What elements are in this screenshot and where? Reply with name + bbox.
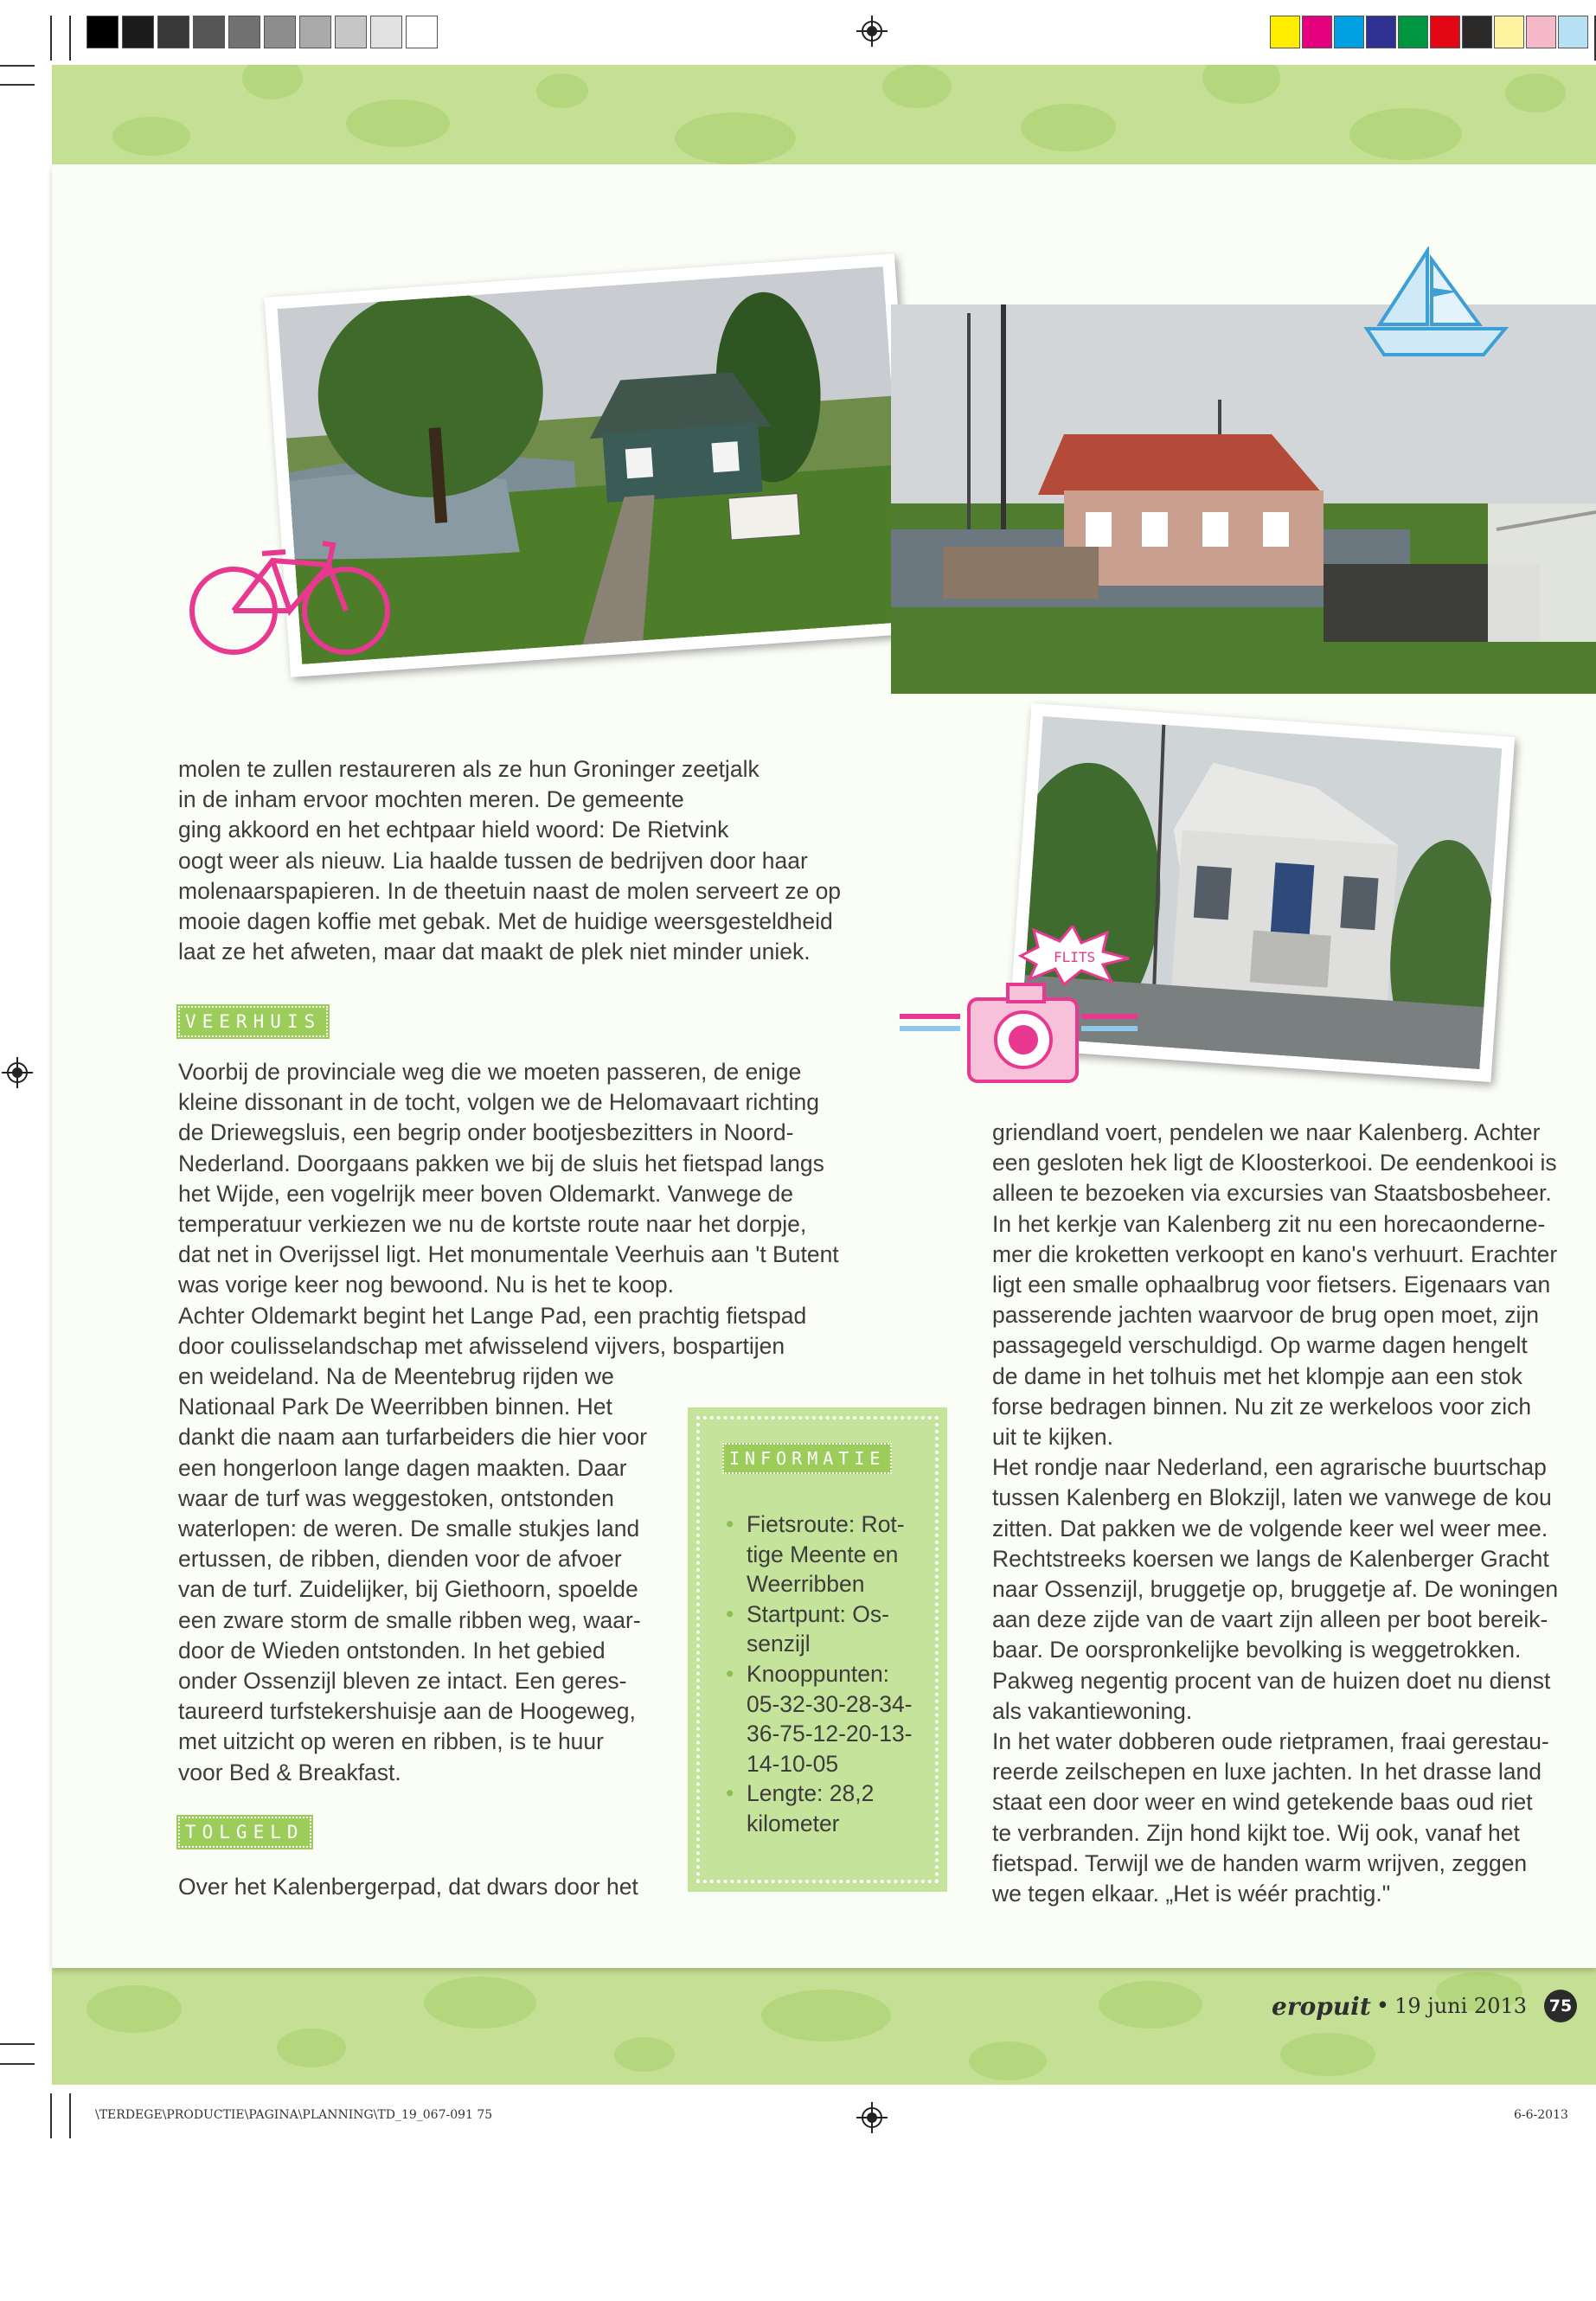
registration-mark-icon	[856, 2102, 888, 2133]
info-box-title: INFORMATIE	[722, 1443, 892, 1474]
magazine-footer	[1272, 1990, 1577, 2022]
separator: •	[1375, 1993, 1390, 2019]
text-line: een hongerloon lange dagen maakten. Daar	[178, 1454, 627, 1481]
text-line: met uitzicht op weren en ribben, is te huur	[178, 1728, 604, 1755]
band-blob	[112, 117, 190, 156]
text-line: Het rondje naar Nederland, een agrarische buurtschap	[992, 1454, 1547, 1481]
text-line: molenaarspapieren. In de theetuin naast de molen serveert ze op	[178, 877, 842, 904]
gray-swatch	[157, 16, 189, 48]
flits-label: FLITS	[1054, 949, 1096, 965]
text-line: in de inham ervoor mochten meren. De gemeente	[178, 786, 684, 813]
text-line: een gesloten hek ligt de Kloosterkooi. De eendenkooi is	[992, 1150, 1557, 1176]
text-line: reerde zeilschepen en luxe jachten. In het drasse land	[992, 1759, 1542, 1785]
section-heading-tolgeld: TOLGELD	[178, 1817, 311, 1848]
text-line: was vorige keer nog bewoond. Nu is het te koop.	[178, 1272, 675, 1298]
photo-lock-house	[891, 304, 1596, 694]
info-line: Weerribben	[747, 1571, 865, 1598]
text-line: door coulisselandschap met afwisselend vijvers, bospartijen	[178, 1332, 785, 1359]
article-intro-paragraph	[178, 754, 841, 967]
blue-sailboat-icon	[1362, 247, 1509, 359]
crop-mark	[0, 65, 35, 67]
band-blob	[882, 65, 952, 108]
band-blob	[1349, 108, 1462, 160]
text-line: baar. De oorspronkelijke bevolking is weggetrokken.	[992, 1637, 1522, 1663]
band-blob	[614, 2037, 675, 2072]
text-line: ligt een smalle ophaalbrug voor fietsers. Eigenaars van	[992, 1272, 1551, 1298]
crop-mark	[0, 2063, 35, 2065]
info-line: senzijl	[747, 1631, 811, 1657]
text-line: molen te zullen restaureren als ze hun Groninger zeetjalk	[178, 756, 760, 782]
text-line: Achter Oldemarkt begint het Lange Pad, een prachtig fietspad	[178, 1302, 807, 1329]
gray-swatch	[299, 16, 331, 48]
color-swatch	[1462, 16, 1492, 48]
info-item-nodes	[726, 1659, 913, 1779]
crop-mark	[50, 2093, 52, 2138]
registration-mark-icon	[856, 16, 888, 47]
text-line: taureerd turfstekershuisje aan de Hoogeweg,	[178, 1698, 636, 1725]
crop-mark	[0, 2043, 35, 2045]
band-blob	[675, 112, 796, 164]
crop-mark	[0, 84, 35, 86]
text-line: waar de turf was weggestoken, ontstonden	[178, 1484, 614, 1511]
text-line: zitten. Dat pakken we de volgende keer wel weer mee.	[992, 1515, 1548, 1541]
info-line: Fietsroute: Rot-	[747, 1511, 905, 1537]
band-blob	[242, 65, 303, 99]
info-line: kilometer	[747, 1810, 840, 1836]
info-line: tige Meente en	[747, 1541, 899, 1567]
band-blob	[346, 99, 450, 147]
crop-mark	[69, 16, 71, 61]
gray-swatch	[228, 16, 260, 48]
text-line: voor Bed & Breakfast.	[178, 1759, 401, 1785]
color-swatch	[1334, 16, 1364, 48]
text-line: uit te kijken.	[992, 1424, 1113, 1451]
text-line: Pakweg negentig procent van de huizen doet nu dienst	[992, 1667, 1551, 1694]
band-blob	[1202, 65, 1280, 104]
text-line: dankt die naam aan turfarbeiders die hier voor	[178, 1424, 648, 1451]
page-number-badge: 75	[1544, 1990, 1577, 2022]
text-line: fietspad. Terwijl we de handen warm wrijven, zeggen	[992, 1849, 1528, 1876]
text-line: kleine dissonant in de tocht, volgen we de Helomavaart richting	[178, 1089, 819, 1116]
registration-mark-icon	[2, 1057, 33, 1088]
text-line: forse bedragen binnen. Nu zit ze werkeloos voor zich	[992, 1393, 1532, 1420]
gray-swatch	[193, 16, 225, 48]
text-line: door de Wieden ontstonden. In het gebied	[178, 1637, 606, 1663]
gray-swatch	[370, 16, 402, 48]
issue-date: 19 juni 2013	[1394, 1994, 1527, 2018]
band-blob	[761, 1990, 891, 2041]
text-line: griendland voert, pendelen we naar Kalenberg. Achter	[992, 1119, 1541, 1145]
band-blob	[1280, 2033, 1375, 2076]
band-blob	[424, 1977, 536, 2029]
info-line: 36-75-12-20-13-	[747, 1721, 913, 1747]
text-line: onder Ossenzijl bleven ze intact. Een geres-	[178, 1668, 627, 1695]
text-line: ertussen, de ribben, dienden voor de afvoer	[178, 1546, 622, 1573]
pink-bicycle-icon	[186, 509, 394, 664]
crop-mark	[50, 16, 52, 61]
band-blob	[1505, 74, 1566, 112]
text-line: de Driewegsluis, een begrip onder bootjesbezitters in Noord-	[178, 1119, 794, 1146]
band-blob	[536, 74, 588, 108]
color-swatch	[1302, 16, 1332, 48]
text-line: waterlopen: de weren. De smalle stukjes land	[178, 1516, 640, 1542]
text-line: als vakantiewoning.	[992, 1697, 1193, 1724]
band-blob	[1021, 104, 1116, 151]
gray-swatch	[264, 16, 296, 48]
info-line: 14-10-05	[747, 1750, 839, 1777]
magazine-name: eropuit	[1272, 1991, 1371, 2021]
text-line: Nederland. Doorgaans pakken we bij de sluis het fietspad langs	[178, 1150, 824, 1176]
text-line: Rechtstreeks koersen we langs de Kalenberger Gracht	[992, 1545, 1549, 1572]
text-line: het Wijde, een vogelrijk meer boven Oldemarkt. Vanwege de	[178, 1180, 793, 1207]
print-file-path: \TERDEGE\PRODUCTIE\PAGINA\PLANNING\TD_19_067-091 75	[95, 2108, 493, 2122]
text-line: dat net in Overijssel ligt. Het monumentale Veerhuis aan 't Butent	[178, 1241, 839, 1268]
text-line: laat ze het afweten, maar dat maakt de plek niet minder uniek.	[178, 939, 811, 965]
info-line: 05-32-30-28-34-	[747, 1690, 913, 1717]
gray-swatch	[335, 16, 367, 48]
color-swatch	[1270, 16, 1300, 48]
text-line: In het water dobberen oude rietpramen, fraai gerestau-	[992, 1728, 1549, 1755]
text-line: naar Ossenzijl, bruggetje op, bruggetje af. De woningen	[992, 1576, 1559, 1603]
band-blob	[277, 2029, 346, 2067]
section-heading-veerhuis: VEERHUIS	[178, 1006, 328, 1037]
color-swatch	[1366, 16, 1396, 48]
info-box	[688, 1407, 947, 1892]
band-blob	[87, 1985, 182, 2033]
pink-camera-icon	[895, 977, 1138, 1090]
text-line: mer die kroketten verkoopt en kano's verhuurt. Erachter	[992, 1240, 1558, 1267]
text-line: aan deze zijde van de vaart zijn alleen per boot bereik-	[992, 1606, 1548, 1633]
article-tolgeld-paragraph	[178, 1872, 638, 1902]
gray-swatch	[406, 16, 438, 48]
info-line: Lengte: 28,2	[747, 1780, 875, 1807]
text-line: een zware storm de smalle ribben weg, waar-	[178, 1606, 641, 1633]
band-blob	[1099, 1981, 1202, 2029]
text-line: passerende jachten waarvoor de brug open moet, zijn	[992, 1302, 1539, 1329]
article-right-column	[992, 1118, 1558, 1909]
text-line: we tegen elkaar. „Het is wéér prachtig."	[992, 1881, 1391, 1907]
text-line: oogt weer als nieuw. Lia haalde tussen de bedrijven door haar	[178, 847, 808, 874]
info-item-route	[726, 1509, 913, 1599]
info-line: Knooppunten:	[747, 1660, 890, 1687]
text-line: de dame in het tolhuis met het klompje aan een stok	[992, 1362, 1522, 1389]
text-line: alleen te bezoeken via excursies van Staatsbosbeheer.	[992, 1180, 1552, 1207]
text-line: temperatuur verkiezen we nu de kortste route naar het dorpje,	[178, 1211, 807, 1238]
info-list	[726, 1509, 913, 1839]
color-swatch	[1558, 16, 1588, 48]
info-item-length	[726, 1779, 913, 1838]
text-line: te verbranden. Zijn hond kijkt toe. Wij ook, vanaf het	[992, 1819, 1520, 1846]
gray-swatch	[87, 16, 119, 48]
color-swatch	[1494, 16, 1524, 48]
color-swatch	[1430, 16, 1460, 48]
text-line: mooie dagen koffie met gebak. Met de huidige weersgesteldheid	[178, 908, 833, 935]
top-decorative-band	[52, 65, 1596, 169]
print-date: 6-6-2013	[1514, 2108, 1568, 2122]
info-line: Startpunt: Os-	[747, 1600, 889, 1627]
band-blob	[969, 2041, 1047, 2080]
crop-mark	[69, 2093, 71, 2138]
color-swatch	[1526, 16, 1556, 48]
text-line: In het kerkje van Kalenberg zit nu een horecaonderne-	[992, 1210, 1546, 1237]
text-line: en weideland. Na de Meentebrug rijden we	[178, 1363, 614, 1390]
text-line: staat een door weer en wind getekende baas oud riet	[992, 1789, 1533, 1816]
text-line: Nationaal Park De Weerribben binnen. Het	[178, 1394, 612, 1420]
text-line: passagegeld verschuldigd. Op warme dagen hengelt	[992, 1332, 1528, 1359]
text-line: Voorbij de provinciale weg die we moeten passeren, de enige	[178, 1059, 802, 1085]
text-line: tussen Kalenberg en Blokzijl, laten we vanwege de kou	[992, 1484, 1552, 1511]
gray-swatch	[122, 16, 154, 48]
text-line: Over het Kalenbergerpad, dat dwars door het	[178, 1874, 638, 1900]
color-swatch	[1398, 16, 1428, 48]
text-line: ging akkoord en het echtpaar hield woord: De Rietvink	[178, 817, 729, 843]
info-item-start	[726, 1599, 913, 1659]
lock-house-illustration	[891, 304, 1596, 694]
text-line: van de turf. Zuidelijker, bij Giethoorn, spoelde	[178, 1576, 638, 1603]
